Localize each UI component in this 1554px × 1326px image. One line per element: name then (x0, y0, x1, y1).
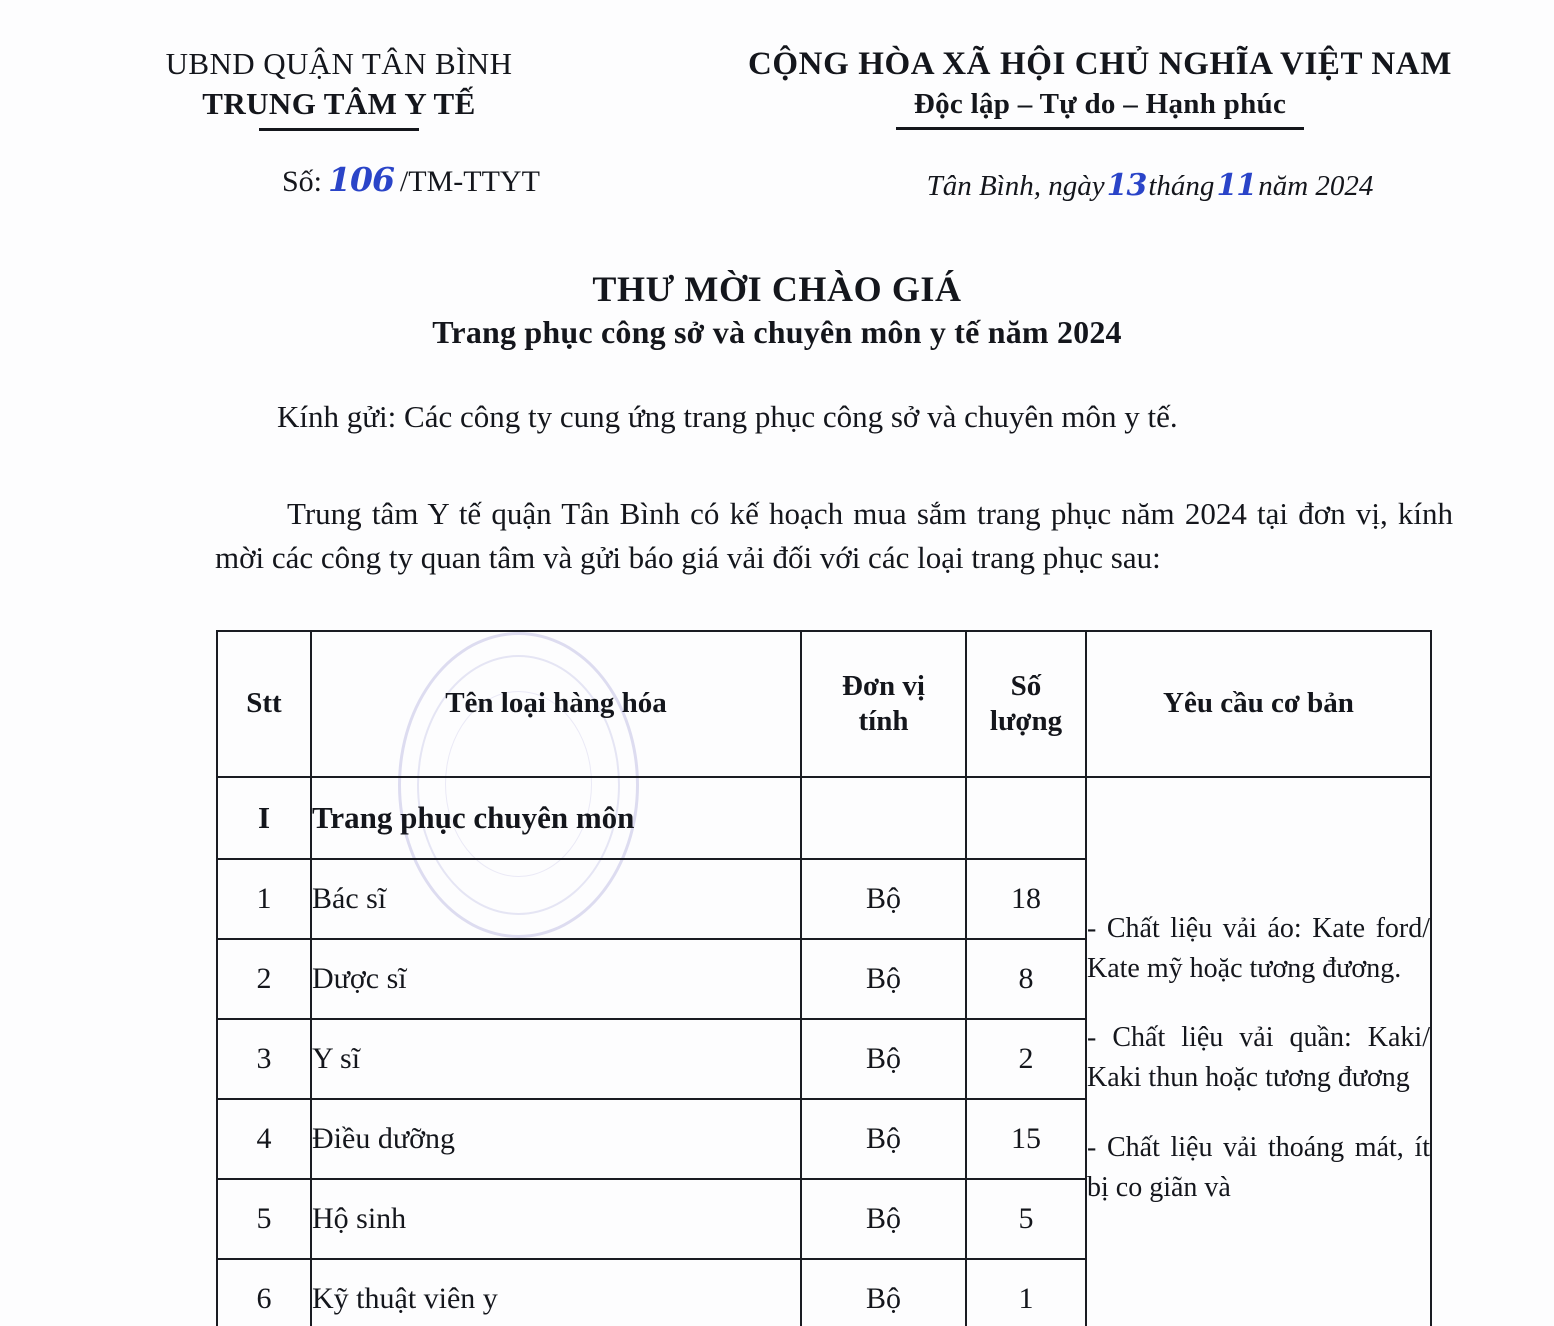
table-group-row (217, 777, 1431, 859)
row-unit: Bộ (801, 1179, 966, 1259)
row-quantity: 5 (966, 1179, 1086, 1259)
requirement-item: - Chất liệu vải thoáng mát, ít bị co giãn và (1087, 1131, 1430, 1203)
authority-name: TRUNG TÂM Y TẾ (202, 85, 476, 121)
requirement-item: - Chất liệu vải quần: Kaki/ Kaki thun hoặc tương đương (1087, 1022, 1430, 1093)
row-unit: Bộ (801, 1099, 966, 1179)
row-quantity: 8 (966, 939, 1086, 1019)
document-number-suffix: /TM-TTYT (399, 165, 540, 198)
document-number-value: 106 (328, 160, 394, 199)
row-item-name: Kỹ thuật viên y (311, 1259, 801, 1326)
column-header-quantity (966, 631, 1086, 777)
recipient-line: Kính gửi: Các công ty cung ứng trang phục công sở và chuyên môn y tế. (277, 399, 1178, 434)
column-header-quantity-line1: Số (1010, 669, 1042, 702)
group-unit (801, 777, 966, 859)
row-quantity: 18 (966, 859, 1086, 939)
column-header-requirements: Yêu cầu cơ bản (1086, 631, 1431, 777)
date-month: 11 (1216, 168, 1257, 203)
row-stt: 5 (217, 1179, 311, 1259)
row-unit: Bộ (801, 1019, 966, 1099)
row-unit: Bộ (801, 939, 966, 1019)
requirement-item: - Chất liệu vải áo: Kate ford/ Kate mỹ hoặc tương đương. (1087, 912, 1430, 984)
row-stt: 1 (217, 859, 311, 939)
goods-table (216, 630, 1432, 1326)
column-header-stt: Stt (217, 631, 311, 777)
group-stt: I (217, 777, 311, 859)
national-heading-block (660, 44, 1540, 131)
date-year-label: năm 2024 (1258, 170, 1374, 202)
document-number-prefix: Số: (282, 165, 323, 198)
row-item-name: Điều dưỡng (311, 1099, 801, 1179)
document-number (282, 160, 540, 199)
column-header-unit-line1: Đơn vị (842, 669, 925, 702)
row-unit: Bộ (801, 859, 966, 939)
national-title: CỘNG HÒA XÃ HỘI CHỦ NGHĨA VIỆT NAM (747, 46, 1452, 82)
group-name: Trang phục chuyên môn (311, 777, 801, 859)
group-quantity (966, 777, 1086, 859)
column-header-quantity-line2: lượng (989, 705, 1063, 737)
table-header-row (217, 631, 1431, 777)
authority-parent-name: UBND QUẬN TÂN BÌNH (165, 46, 513, 81)
row-stt: 2 (217, 939, 311, 1019)
national-motto: Độc lập – Tự do – Hạnh phúc (913, 87, 1287, 120)
issuing-authority-block (0, 44, 660, 131)
place-date-prefix: Tân Bình, ngày (926, 170, 1105, 202)
row-item-name: Bác sĩ (311, 859, 801, 939)
row-quantity: 15 (966, 1099, 1086, 1179)
place-and-date (800, 168, 1500, 203)
column-header-item-name: Tên loại hàng hóa (311, 631, 801, 777)
column-header-unit (801, 631, 966, 777)
authority-underline (259, 128, 419, 131)
national-motto-underline (896, 127, 1304, 130)
row-unit: Bộ (801, 1259, 966, 1326)
row-item-name: Dược sĩ (311, 939, 801, 1019)
page-subtitle: Trang phục công sở và chuyên môn y tế năm 2024 (432, 314, 1122, 350)
date-day: 13 (1106, 168, 1147, 203)
row-item-name: Hộ sinh (311, 1179, 801, 1259)
date-month-label: tháng (1148, 170, 1215, 202)
row-stt: 6 (217, 1259, 311, 1326)
column-header-unit-line2: tính (858, 705, 909, 737)
row-quantity: 1 (966, 1259, 1086, 1326)
row-quantity: 2 (966, 1019, 1086, 1099)
row-stt: 3 (217, 1019, 311, 1099)
row-item-name: Y sĩ (311, 1019, 801, 1099)
requirements-cell (1086, 777, 1431, 1326)
row-stt: 4 (217, 1099, 311, 1179)
intro-paragraph: Trung tâm Y tế quận Tân Bình có kế hoạch mua sắm trang phục năm 2024 tại đơn vị, kính mời các công ty quan tâm và gửi báo giá vải đối với các loại trang phục sau: (215, 496, 1453, 576)
page-title: THƯ MỜI CHÀO GIÁ (592, 269, 962, 309)
document-header (0, 44, 1554, 131)
